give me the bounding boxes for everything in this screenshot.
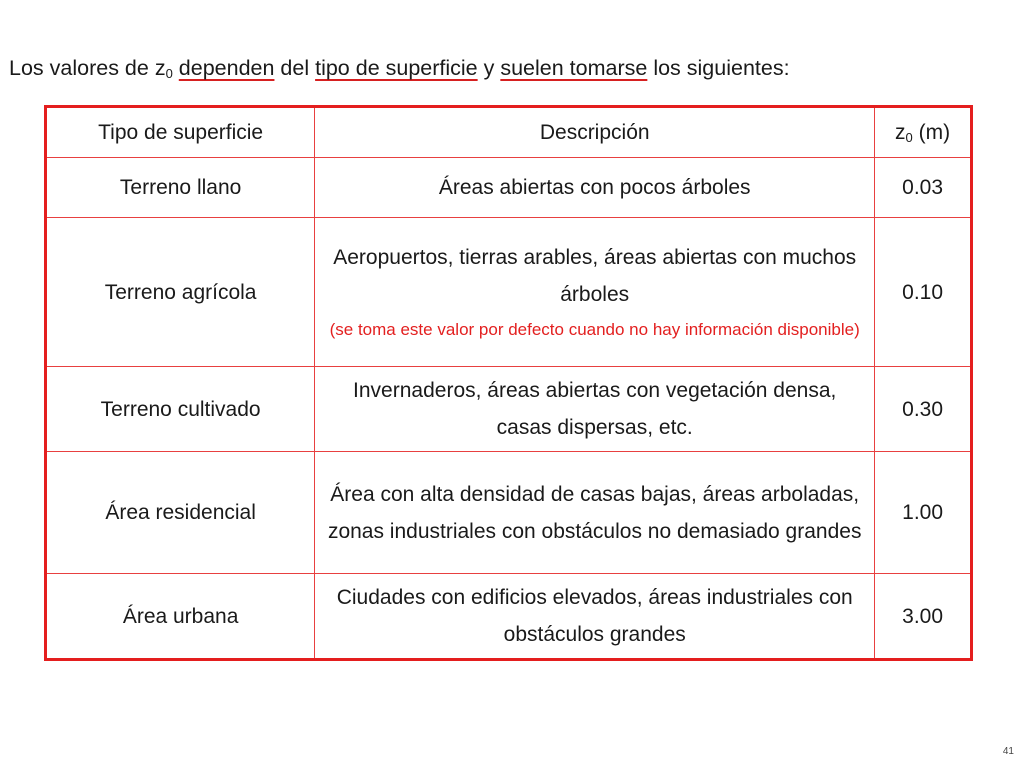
cell-tipo: Área urbana xyxy=(46,574,315,660)
intro-sentence xyxy=(9,52,790,84)
intro-underlined-dependen: dependen xyxy=(178,56,275,80)
cell-valor: 0.10 xyxy=(875,218,972,367)
page-number: 41 xyxy=(1002,746,1014,757)
roughness-table xyxy=(44,105,973,661)
cell-descripcion: Invernaderos, áreas abiertas con vegetación densa, casas dispersas, etc. xyxy=(315,367,875,452)
intro-underlined-suelen-tomarse: suelen tomarse xyxy=(500,56,648,80)
default-value-note: (se toma este valor por defecto cuando no hay información disponible) xyxy=(329,319,860,339)
cell-tipo: Terreno cultivado xyxy=(46,367,315,452)
intro-text-3: del xyxy=(274,56,316,80)
header-z-unit: (m) xyxy=(912,121,951,144)
cell-descripcion-with-note xyxy=(315,218,875,367)
cell-tipo: Terreno agrícola xyxy=(46,218,315,367)
table-row xyxy=(46,574,972,660)
table-row xyxy=(46,218,972,367)
table-header-row xyxy=(46,107,972,158)
intro-text-4: y xyxy=(477,56,501,80)
table-row xyxy=(46,452,972,574)
header-z-subscript: 0 xyxy=(905,130,913,145)
table-row xyxy=(46,367,972,452)
table-row xyxy=(46,158,972,218)
intro-z-letter: z xyxy=(154,56,166,80)
cell-valor: 0.30 xyxy=(875,367,972,452)
header-z-letter: z xyxy=(895,121,906,144)
header-z0 xyxy=(875,107,972,158)
cell-valor: 3.00 xyxy=(875,574,972,660)
cell-descripcion: Aeropuertos, tierras arables, áreas abiertas con muchos árboles xyxy=(333,245,857,306)
header-tipo-superficie: Tipo de superficie xyxy=(46,107,315,158)
intro-text-1: Los valores de xyxy=(9,56,155,80)
cell-descripcion: Áreas abiertas con pocos árboles xyxy=(315,158,875,218)
cell-valor: 1.00 xyxy=(875,452,972,574)
cell-descripcion: Ciudades con edificios elevados, áreas industriales con obstáculos grandes xyxy=(315,574,875,660)
cell-descripcion: Área con alta densidad de casas bajas, áreas arboladas, zonas industriales con obstáculos no demasiado grandes xyxy=(315,452,875,574)
intro-text-5: los siguientes: xyxy=(647,56,790,80)
cell-valor: 0.03 xyxy=(875,158,972,218)
header-descripcion: Descripción xyxy=(315,107,875,158)
cell-tipo: Terreno llano xyxy=(46,158,315,218)
cell-tipo: Área residencial xyxy=(46,452,315,574)
intro-z-symbol xyxy=(155,56,173,80)
intro-z-subscript: 0 xyxy=(165,66,173,81)
intro-underlined-tipo-superficie: tipo de superficie xyxy=(315,56,478,80)
